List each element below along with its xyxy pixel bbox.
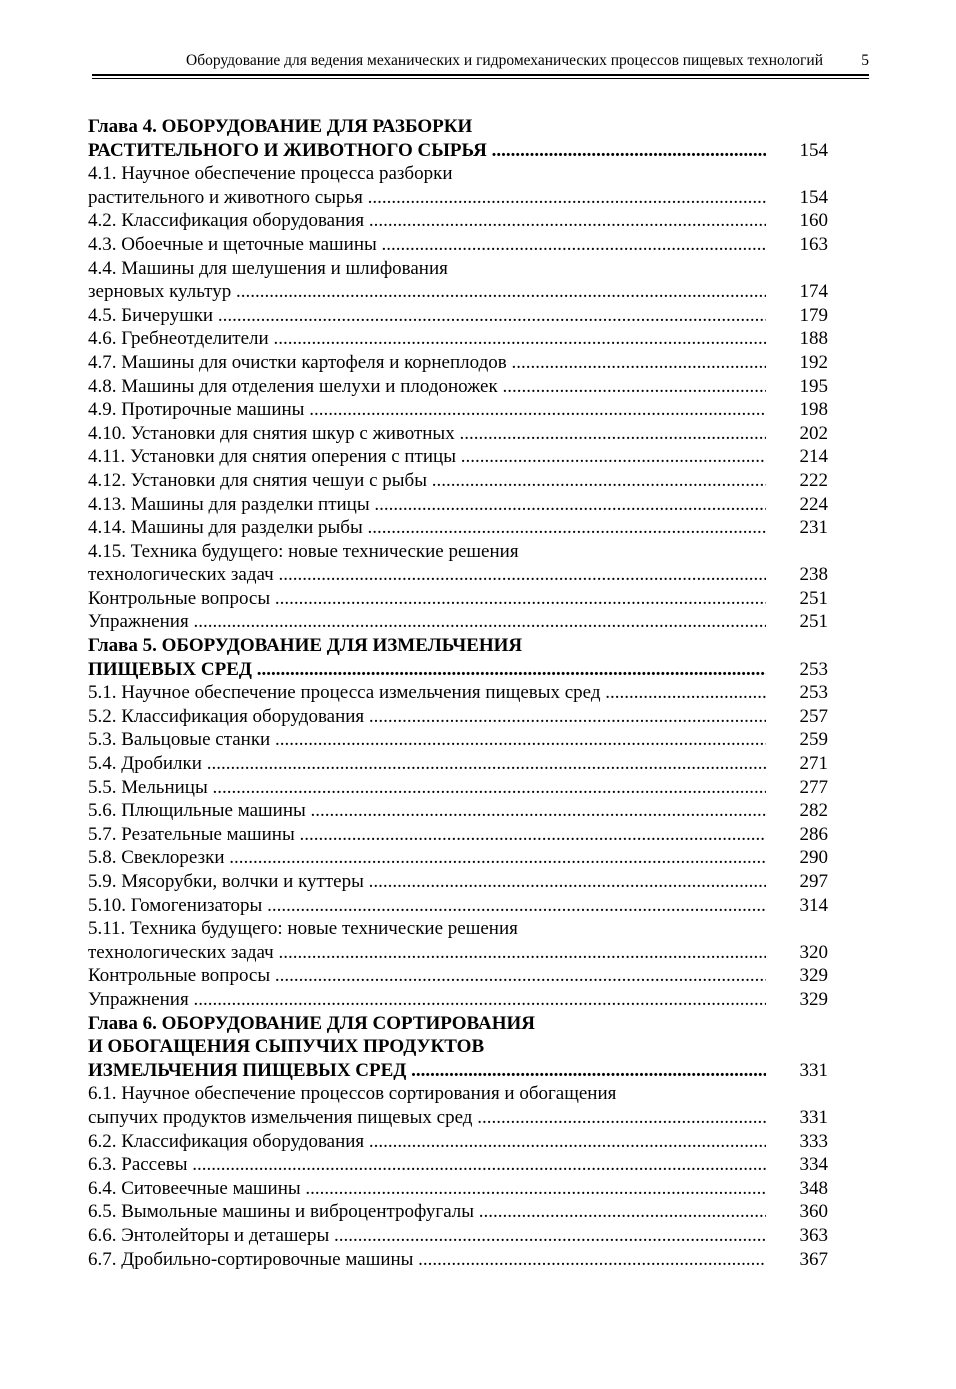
toc-entry-page: 253 [799, 658, 828, 680]
toc-entry-title-line [88, 705, 766, 729]
toc-entry-title-line [88, 398, 766, 422]
toc-entry-title-text: технологических задач ..... [88, 564, 766, 585]
toc-entry[interactable] [88, 1153, 833, 1177]
toc-entry-last-line [88, 799, 833, 823]
toc-entry-last-line [88, 469, 833, 493]
toc-entry-page: 160 [799, 210, 828, 232]
toc-entry-title-line [88, 988, 766, 1012]
toc-entry-last-line [88, 658, 833, 682]
toc-entry-title-text: 5.4. Дробилки ..... [88, 753, 766, 774]
toc-entry-title-line [88, 1224, 766, 1248]
toc-entry-last-line [88, 422, 833, 446]
toc-entry-title-line [88, 327, 766, 351]
toc-entry-title-line [88, 658, 766, 682]
toc-entry-last-line [88, 209, 833, 233]
toc-entry-title-text: 4.14. Машины для разделки рыбы ..... [88, 517, 766, 538]
toc-entry-last-line [88, 823, 833, 847]
toc-entry-title-text: растительного и животного сырья ..... [88, 187, 766, 208]
toc-chapter-entry[interactable] [88, 634, 833, 681]
toc-entry-page: 286 [799, 823, 828, 845]
toc-entry[interactable] [88, 681, 833, 705]
toc-entry-title-text: ИЗМЕЛЬЧЕНИЯ ПИЩЕВЫХ СРЕД ..... [88, 1060, 766, 1081]
toc-entry-last-line [88, 1177, 833, 1201]
toc-entry[interactable] [88, 257, 833, 304]
toc-entry[interactable] [88, 1082, 833, 1129]
header-rule-thin [92, 78, 869, 79]
toc-entry-last-line [88, 186, 833, 210]
toc-entry-page: 198 [799, 399, 828, 421]
toc-entry-page: 214 [799, 446, 828, 468]
toc-entry-page: 224 [799, 493, 828, 515]
toc-entry-title-line [88, 422, 766, 446]
toc-entry-title-line [88, 728, 766, 752]
toc-entry-title-line [88, 516, 766, 540]
toc-entry-last-line [88, 563, 833, 587]
toc-entry-page: 329 [799, 988, 828, 1010]
toc-entry-page: 231 [799, 517, 828, 539]
toc-entry-page: 367 [799, 1248, 828, 1270]
toc-entry-title-text: РАСТИТЕЛЬНОГО И ЖИВОТНОГО СЫРЬЯ ..... [88, 140, 766, 161]
toc-entry[interactable] [88, 1200, 833, 1224]
toc-entry-title-text: 4.6. Гребнеотделители ..... [88, 328, 766, 349]
toc-entry[interactable] [88, 823, 833, 847]
toc-chapter-entry[interactable] [88, 1012, 833, 1083]
toc-entry-title-text: Контрольные вопросы ..... [88, 965, 766, 986]
toc-entry-title-text: технологических задач ..... [88, 942, 766, 963]
toc-entry-last-line [88, 1106, 833, 1130]
toc-entry-title-text: 4.9. Протирочные машины ..... [88, 399, 766, 420]
toc-entry-last-line [88, 681, 833, 705]
toc-entry-page: 333 [799, 1130, 828, 1152]
toc-entry[interactable] [88, 233, 833, 257]
toc-entry-title-text: Упражнения ..... [88, 989, 766, 1010]
toc-entry-title-text: 5.3. Вальцовые станки ..... [88, 729, 766, 750]
toc-entry-title-text: 5.10. Гомогенизаторы ..... [88, 895, 766, 916]
toc-entry[interactable] [88, 1130, 833, 1154]
toc-chapter-entry[interactable] [88, 115, 833, 162]
toc-entry-page: 334 [799, 1154, 828, 1176]
toc-entry-title-line [88, 894, 766, 918]
toc-entry-page: 251 [799, 587, 828, 609]
toc-entry-title-text: 5.8. Свеклорезки ..... [88, 847, 766, 868]
toc-entry-title-text: 6.4. Ситовеечные машины ..... [88, 1178, 766, 1199]
toc-entry-last-line [88, 988, 833, 1012]
toc-entry-last-line [88, 587, 833, 611]
toc-entry-title-line [88, 846, 766, 870]
toc-entry-title-line [88, 752, 766, 776]
toc-entry-title-line [88, 1200, 766, 1224]
toc-entry[interactable] [88, 988, 833, 1012]
toc-entry-title-text: 6.3. Рассевы ..... [88, 1154, 766, 1175]
toc-entry-page: 331 [799, 1059, 828, 1081]
toc-entry[interactable] [88, 610, 833, 634]
toc-entry-title-line: И ОБОГАЩЕНИЯ СЫПУЧИХ ПРОДУКТОВ [88, 1036, 485, 1058]
toc-entry-title-line [88, 799, 766, 823]
toc-entry-page: 154 [799, 139, 828, 161]
toc-entry[interactable] [88, 540, 833, 587]
toc-entry-title-text: 5.9. Мясорубки, волчки и куттеры ..... [88, 871, 766, 892]
toc-entry-page: 314 [799, 894, 828, 916]
toc-entry-page: 277 [799, 776, 828, 798]
toc-entry-last-line [88, 752, 833, 776]
toc-entry-title-line [88, 1130, 766, 1154]
toc-entry-last-line [88, 964, 833, 988]
toc-entry-title-line [88, 233, 766, 257]
toc-entry-title-line: 4.15. Техника будущего: новые технические решения [88, 540, 519, 562]
toc-entry-page: 363 [799, 1224, 828, 1246]
toc-entry-last-line [88, 398, 833, 422]
toc-entry-title-text: 4.10. Установки для снятия шкур с животных ..... [88, 423, 766, 444]
toc-entry[interactable] [88, 1248, 833, 1272]
toc-entry-title-text: Упражнения ..... [88, 611, 766, 632]
toc-entry-page: 192 [799, 351, 828, 373]
toc-entry-title-line [88, 493, 766, 517]
toc-entry-last-line [88, 280, 833, 304]
toc-entry[interactable] [88, 493, 833, 517]
page-number: 5 [861, 52, 869, 69]
toc-entry-last-line [88, 1248, 833, 1272]
toc-entry-title-line [88, 445, 766, 469]
toc-entry-title-line [88, 587, 766, 611]
toc-entry-title-text: 4.3. Обоечные и щеточные машины ..... [88, 234, 766, 255]
toc-entry[interactable] [88, 870, 833, 894]
toc-entry-page: 271 [799, 753, 828, 775]
toc-entry[interactable] [88, 1224, 833, 1248]
toc-entry-last-line [88, 1224, 833, 1248]
toc-entry-last-line [88, 1200, 833, 1224]
toc-entry-title-text: 4.2. Классификация оборудования ..... [88, 210, 766, 231]
toc-entry-title-line [88, 1059, 766, 1083]
toc-entry-page: 202 [799, 422, 828, 444]
toc-entry[interactable] [88, 351, 833, 375]
toc-entry-title-line [88, 1106, 766, 1130]
toc-entry-title-line [88, 964, 766, 988]
toc-entry-title-line: Глава 6. ОБОРУДОВАНИЕ ДЛЯ СОРТИРОВАНИЯ [88, 1012, 536, 1034]
toc-entry[interactable] [88, 705, 833, 729]
toc-entry-page: 290 [799, 847, 828, 869]
toc-entry-title-line [88, 375, 766, 399]
toc-entry[interactable] [88, 445, 833, 469]
toc-entry-last-line [88, 1130, 833, 1154]
toc-entry[interactable] [88, 917, 833, 964]
toc-entry-title-line [88, 1177, 766, 1201]
toc-entry-page: 320 [799, 941, 828, 963]
toc-entry-page: 331 [799, 1106, 828, 1128]
toc-entry-title-text: 5.7. Резательные машины ..... [88, 824, 766, 845]
toc-entry[interactable] [88, 304, 833, 328]
toc-entry-last-line [88, 304, 833, 328]
toc-entry[interactable] [88, 469, 833, 493]
toc-entry-title-line [88, 186, 766, 210]
toc-entry-page: 238 [799, 564, 828, 586]
toc-entry-page: 195 [799, 375, 828, 397]
toc-entry-title-line: 4.4. Машины для шелушения и шлифования [88, 257, 448, 279]
toc-entry-title-line [88, 351, 766, 375]
toc-entry[interactable] [88, 964, 833, 988]
toc-entry-title-line: 5.11. Техника будущего: новые технические решения [88, 918, 518, 940]
toc-entry-title-text: 4.11. Установки для снятия оперения с птицы ..... [88, 446, 766, 467]
toc-entry-last-line [88, 351, 833, 375]
toc-entry-page: 154 [799, 186, 828, 208]
toc-entry-last-line [88, 894, 833, 918]
toc-entry-title-line [88, 681, 766, 705]
toc-entry-title-line [88, 1248, 766, 1272]
toc-entry-page: 251 [799, 611, 828, 633]
toc-entry-page: 163 [799, 233, 828, 255]
toc-entry-title-line [88, 870, 766, 894]
toc-entry-last-line [88, 728, 833, 752]
toc-entry-last-line [88, 846, 833, 870]
toc-entry-title-line [88, 610, 766, 634]
toc-entry-page: 282 [799, 800, 828, 822]
toc-entry[interactable] [88, 209, 833, 233]
toc-entry-page: 259 [799, 729, 828, 751]
toc-entry-page: 348 [799, 1177, 828, 1199]
toc-entry-last-line [88, 610, 833, 634]
toc-entry-last-line [88, 776, 833, 800]
toc-entry-title-line: 6.1. Научное обеспечение процессов сортирования и обогащения [88, 1083, 617, 1105]
toc-entry-title-line [88, 563, 766, 587]
toc-entry-title-text: 5.6. Плющильные машины ..... [88, 800, 766, 821]
toc-entry-last-line [88, 493, 833, 517]
toc-entry[interactable] [88, 375, 833, 399]
toc-entry-title-text: 4.12. Установки для снятия чешуи с рыбы ..... [88, 470, 766, 491]
toc-entry-last-line [88, 445, 833, 469]
toc-entry-title-line [88, 776, 766, 800]
header-rule-thick [92, 74, 869, 76]
toc-entry-title-text: 6.6. Энтолейторы и деташеры ..... [88, 1225, 766, 1246]
toc-entry-title-text: 6.2. Классификация оборудования ..... [88, 1131, 766, 1152]
toc-entry[interactable] [88, 1177, 833, 1201]
toc-entry-title-line [88, 139, 766, 163]
toc-entry[interactable] [88, 776, 833, 800]
toc-entry-title-line [88, 280, 766, 304]
toc-entry[interactable] [88, 422, 833, 446]
toc-entry-title-line [88, 941, 766, 965]
toc-entry-page: 360 [799, 1201, 828, 1223]
toc-entry[interactable] [88, 398, 833, 422]
toc-entry-page: 188 [799, 328, 828, 350]
toc-entry-title-text: ПИЩЕВЫХ СРЕД ..... [88, 659, 766, 680]
toc-entry-page: 179 [799, 304, 828, 326]
toc-entry-title-text: 5.2. Классификация оборудования ..... [88, 706, 766, 727]
toc-entry-title-text: 4.8. Машины для отделения шелухи и плодоножек ..... [88, 376, 766, 397]
toc-entry-title-line [88, 469, 766, 493]
toc-entry-title-line: 4.1. Научное обеспечение процесса разборки [88, 163, 453, 185]
toc-entry[interactable] [88, 799, 833, 823]
toc-entry-title-text: 4.7. Машины для очистки картофеля и корнеплодов ..... [88, 352, 766, 373]
toc-entry-last-line [88, 233, 833, 257]
toc-entry[interactable] [88, 516, 833, 540]
toc-entry-last-line [88, 375, 833, 399]
toc-entry[interactable] [88, 327, 833, 351]
toc-entry-title-text: зерновых культур ..... [88, 281, 766, 302]
toc-entry-title-text: 6.5. Вымольные машины и виброцентрофугалы ..... [88, 1201, 766, 1222]
toc-entry-last-line [88, 516, 833, 540]
toc-entry[interactable] [88, 162, 833, 209]
toc-entry-last-line [88, 870, 833, 894]
toc-entry-title-text: сыпучих продуктов измельчения пищевых сред ..... [88, 1107, 766, 1128]
toc-entry-last-line [88, 327, 833, 351]
toc-entry-page: 297 [799, 871, 828, 892]
toc-entry-last-line [88, 1153, 833, 1177]
toc-entry-page: 253 [799, 682, 828, 704]
toc-entry-title-text: Контрольные вопросы ..... [88, 588, 766, 609]
toc-entry-title-text: 5.1. Научное обеспечение процесса измельчения пищевых сред ..... [88, 682, 766, 703]
toc-entry[interactable] [88, 728, 833, 752]
toc-entry[interactable] [88, 587, 833, 611]
toc-entry-title-line [88, 823, 766, 847]
toc-entry-title-line: Глава 4. ОБОРУДОВАНИЕ ДЛЯ РАЗБОРКИ [88, 116, 473, 137]
toc-entry-last-line [88, 1059, 833, 1083]
toc-entry[interactable] [88, 846, 833, 870]
toc-entry-page: 174 [799, 281, 828, 303]
toc-entry-title-line [88, 1153, 766, 1177]
toc-entry-last-line [88, 705, 833, 729]
running-header-title: Оборудование для ведения механических и гидромеханических процессов пищевых технологий [186, 52, 823, 69]
toc-entry-last-line [88, 941, 833, 965]
toc-entry-title-line: Глава 5. ОБОРУДОВАНИЕ ДЛЯ ИЗМЕЛЬЧЕНИЯ [88, 635, 523, 657]
toc-entry-title-text: 4.13. Машины для разделки птицы ..... [88, 494, 766, 515]
toc-entry-title-line [88, 304, 766, 328]
toc-entry-page: 329 [799, 965, 828, 987]
toc-entry-page: 257 [799, 705, 828, 727]
toc-entry-title-text: 6.7. Дробильно-сортировочные машины ..... [88, 1249, 766, 1270]
toc-entry-page: 222 [799, 469, 828, 491]
toc-entry-title-text: 4.5. Бичерушки ..... [88, 305, 766, 326]
toc-entry[interactable] [88, 894, 833, 918]
toc-entry-title-line [88, 209, 766, 233]
toc-entry[interactable] [88, 752, 833, 776]
running-header [92, 50, 869, 72]
toc-entry-last-line [88, 139, 833, 163]
table-of-contents [88, 115, 833, 1271]
toc-entry-title-text: 5.5. Мельницы ..... [88, 777, 766, 798]
